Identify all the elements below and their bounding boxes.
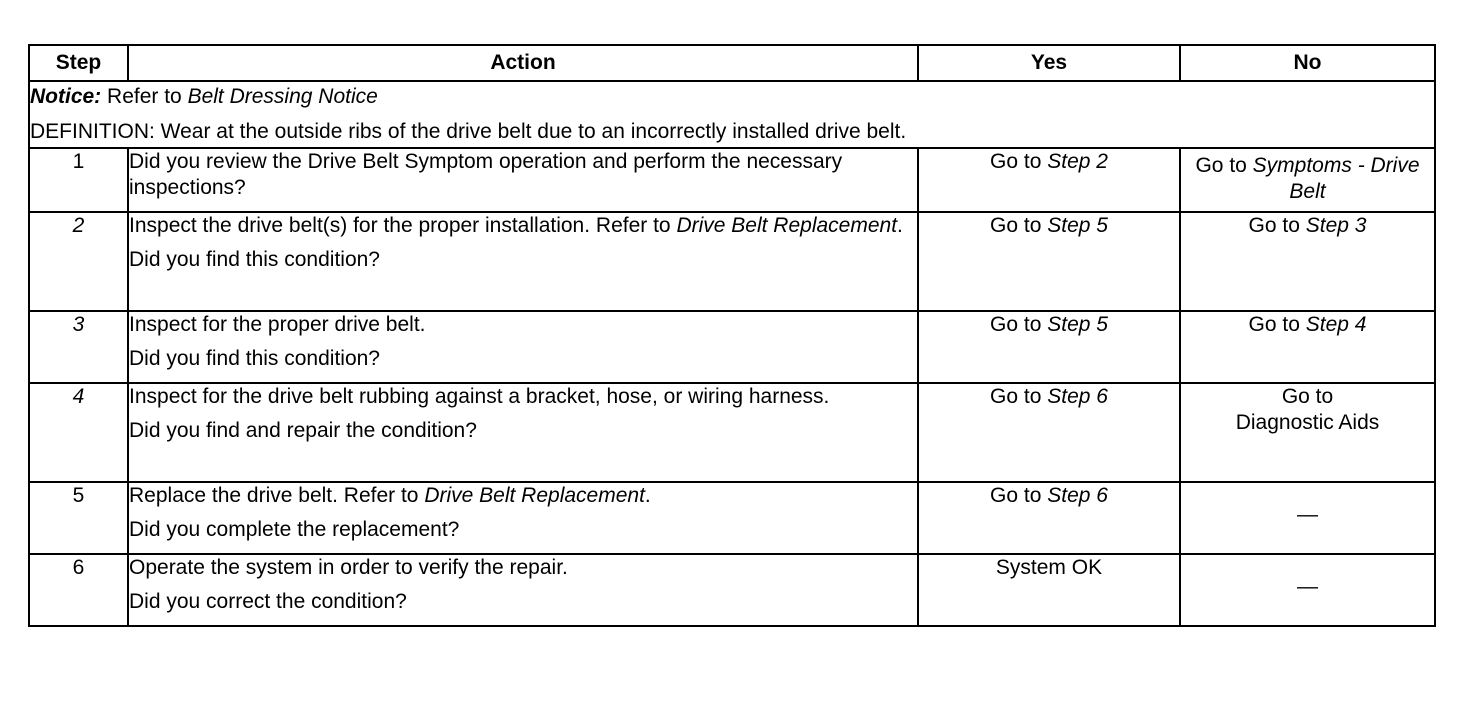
table-row [29,311,1435,383]
yes-step-link[interactable]: Step 2 [1047,150,1108,173]
action-text-suffix: . [897,214,903,237]
step-number: 2 [29,212,128,311]
action-text [129,483,917,509]
action-question: Did you find this condition? [129,248,380,271]
yes-cell [918,311,1180,383]
yes-cell [918,212,1180,311]
yes-cell: System OK [918,554,1180,626]
action-cell [128,148,918,212]
notice-line [30,82,1434,117]
yes-cell [918,482,1180,554]
no-step-link[interactable]: Step 4 [1305,313,1367,336]
diagnostic-table [28,44,1436,627]
action-text: Inspect for the proper drive belt. [129,313,426,336]
yes-prefix: Go to [990,313,1048,336]
notice-text: Refer to [101,85,188,108]
notice-label: Notice: [30,85,102,108]
header-step: Step [29,45,128,81]
notice-row [29,81,1435,148]
no-cell [1180,383,1435,482]
action-cell [128,311,918,383]
action-text [129,213,917,239]
action-question: Did you find this condition? [129,347,380,370]
yes-step-link[interactable]: Step 5 [1047,313,1108,336]
notice-link[interactable]: Belt Dressing Notice [187,85,378,108]
step-number: 1 [29,148,128,212]
action-cell [128,482,918,554]
action-text-prefix: Inspect the drive belt(s) for the proper installation. Refer to [129,214,677,237]
header-yes: Yes [918,45,1180,81]
action-text: Inspect for the drive belt rubbing against a bracket, hose, or wiring harness. [129,385,830,408]
no-prefix: Go to [1248,214,1306,237]
action-text: Operate the system in order to verify the repair. [129,556,568,579]
table-row [29,383,1435,482]
yes-cell [918,383,1180,482]
table-row [29,482,1435,554]
yes-step-link[interactable]: Step 6 [1047,385,1108,408]
action-cell [128,383,918,482]
action-ref-link[interactable]: Drive Belt Replacement [424,484,645,507]
step-number: 5 [29,482,128,554]
action-question: Did you correct the condition? [129,590,407,613]
action-cell [128,554,918,626]
no-prefix: Go to [1195,154,1253,177]
header-row [29,45,1435,81]
definition-text: DEFINITION: Wear at the outside ribs of the drive belt due to an incorrectly installed drive belt. [30,120,907,143]
step-number: 3 [29,311,128,383]
action-ref-link[interactable]: Drive Belt Replacement [676,214,898,237]
yes-prefix: Go to [990,150,1048,173]
table-row [29,148,1435,212]
header-action: Action [128,45,918,81]
yes-prefix: Go to [990,484,1048,507]
yes-step-link[interactable]: Step 5 [1047,214,1108,237]
no-cell: — [1180,554,1435,626]
yes-step-link[interactable]: Step 6 [1047,484,1108,507]
action-text: Did you review the Drive Belt Symptom operation and perform the necessary inspections? [129,150,843,199]
no-cell: — [1180,482,1435,554]
no-cell [1180,212,1435,311]
notice-cell [29,81,1435,148]
action-text-prefix: Replace the drive belt. Refer to [129,484,425,507]
step-number: 4 [29,383,128,482]
no-step-link[interactable]: Step 3 [1305,214,1367,237]
no-cell [1180,311,1435,383]
yes-prefix: Go to [990,214,1048,237]
header-no: No [1180,45,1435,81]
action-cell [128,212,918,311]
action-question: Did you complete the replacement? [129,518,460,541]
no-symptoms-link[interactable]: Symptoms - Drive Belt [1252,154,1420,203]
no-prefix: Go to [1248,313,1306,336]
yes-prefix: Go to [990,385,1048,408]
action-text-suffix: . [644,484,651,507]
action-question: Did you find and repair the condition? [129,419,477,442]
table-row [29,212,1435,311]
no-diagnostic-aids-link[interactable]: Diagnostic Aids [1235,411,1380,434]
no-text-line1: Go to [1281,385,1334,408]
no-cell [1180,148,1435,212]
yes-cell [918,148,1180,212]
table-row [29,554,1435,626]
step-number: 6 [29,554,128,626]
